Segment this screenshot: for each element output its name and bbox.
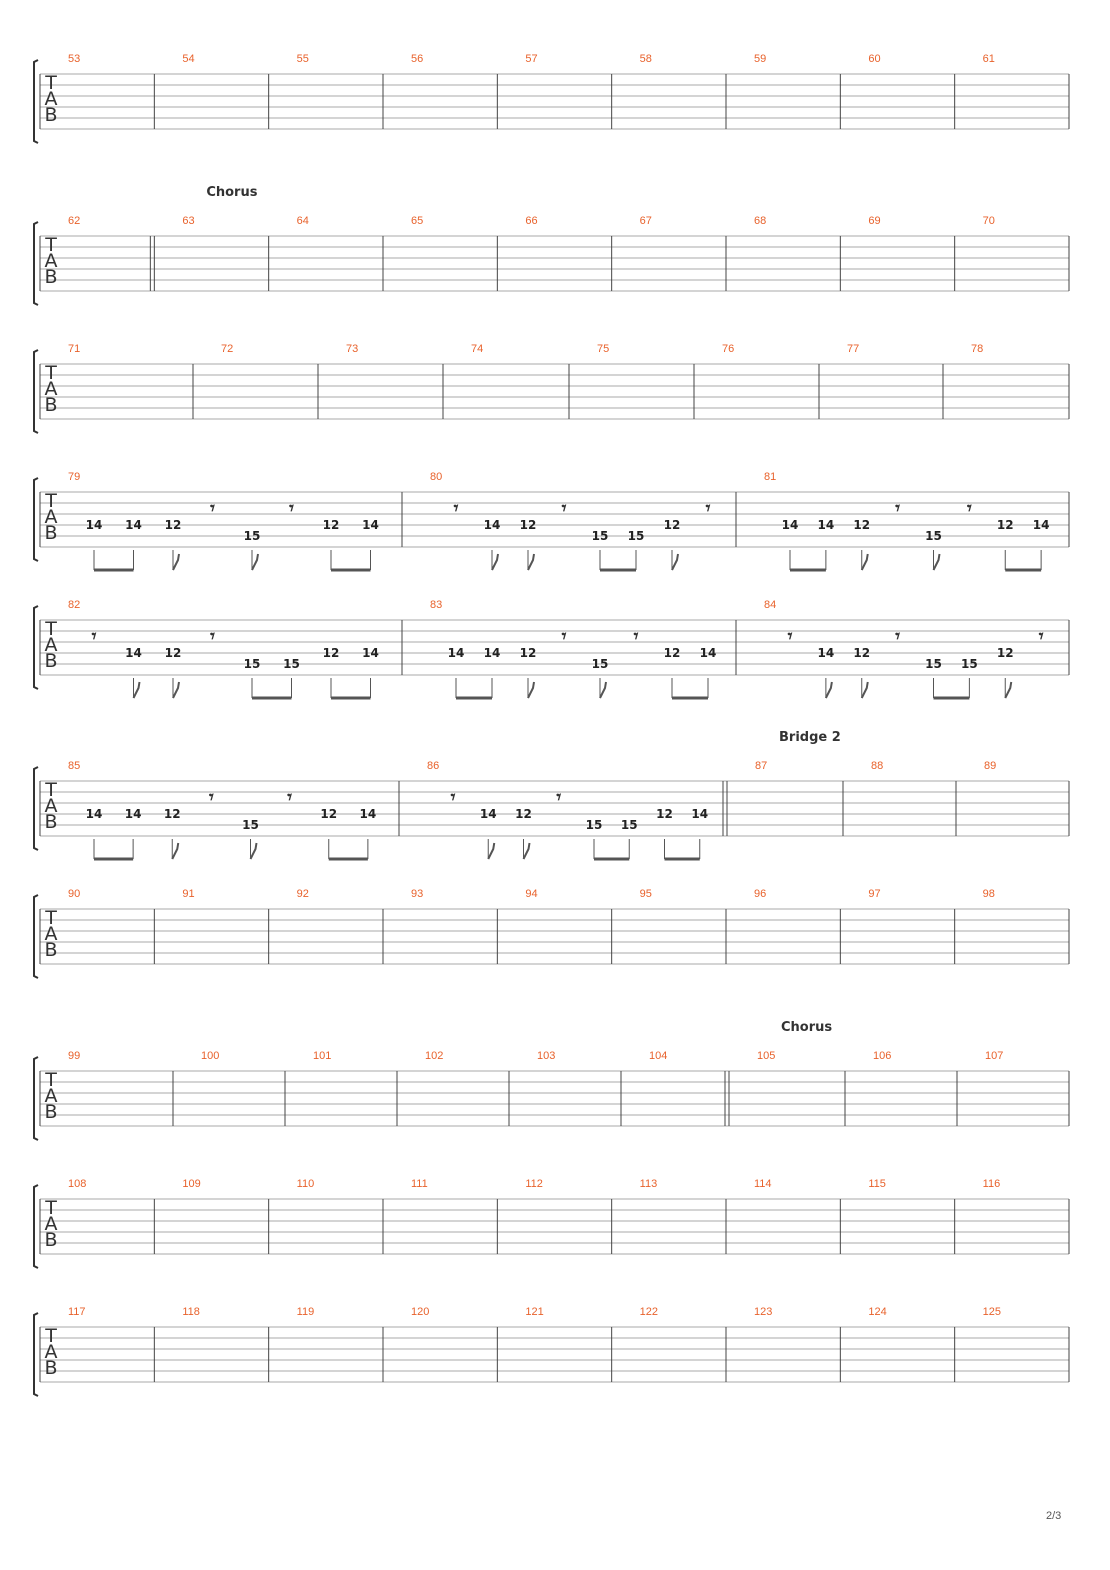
- eighth-rest: 𝄾: [561, 626, 567, 647]
- fret-number: 12: [322, 646, 340, 660]
- fret-number: 14: [483, 646, 501, 660]
- measure-number: 62: [68, 215, 81, 227]
- measure-number: 122: [639, 1306, 659, 1318]
- note-flag: [862, 682, 868, 698]
- fret-number: 12: [164, 518, 182, 532]
- note-flag: [826, 682, 832, 698]
- measure-number: 63: [182, 215, 195, 227]
- tab-clef-letter: A: [44, 923, 58, 945]
- fret-number: 12: [996, 646, 1014, 660]
- note-flag: [528, 682, 534, 698]
- fret-number: 12: [519, 646, 537, 660]
- note-flag: [524, 843, 530, 859]
- tab-clef-letter: A: [44, 506, 58, 528]
- measure-number: 116: [982, 1178, 1001, 1190]
- measure-number: 80: [430, 471, 443, 483]
- eighth-rest: 𝄾: [91, 626, 97, 647]
- fret-number: 15: [243, 657, 261, 671]
- measure-number: 92: [296, 888, 309, 900]
- fret-number: 15: [591, 657, 609, 671]
- measure-number: 109: [182, 1178, 201, 1190]
- tab-clef-letter: T: [45, 362, 57, 384]
- fret-number: 15: [591, 529, 609, 543]
- tab-clef-letter: B: [44, 939, 58, 961]
- measure-number: 66: [525, 215, 538, 227]
- measure-number: 82: [68, 599, 81, 611]
- fret-number: 12: [515, 807, 532, 821]
- measure-number: 94: [525, 888, 538, 900]
- fret-number: 14: [483, 518, 501, 532]
- eighth-rest: 𝄾: [1038, 626, 1044, 647]
- measure-number: 125: [982, 1306, 1002, 1318]
- system-bracket: [34, 478, 38, 561]
- measure-number: 60: [868, 53, 881, 65]
- tab-clef-letter: T: [45, 72, 57, 94]
- note-flag: [252, 554, 258, 570]
- note-flag: [934, 554, 940, 570]
- fret-number: 15: [627, 529, 645, 543]
- system-bracket: [34, 1057, 38, 1140]
- note-flag: [600, 682, 606, 698]
- tab-clef-letter: B: [44, 104, 58, 126]
- eighth-rest: 𝄾: [633, 626, 639, 647]
- measure-number: 101: [313, 1050, 332, 1062]
- tab-clef-letter: T: [45, 234, 57, 256]
- tab-system: [34, 1178, 1069, 1268]
- fret-number: 14: [699, 646, 717, 660]
- measure-number: 61: [982, 53, 995, 65]
- fret-number: 12: [853, 518, 871, 532]
- fret-number: 14: [362, 646, 379, 660]
- measure-number: 124: [868, 1306, 887, 1318]
- fret-number: 15: [243, 529, 261, 543]
- measure-number: 79: [68, 471, 81, 483]
- tab-clef-letter: A: [44, 795, 58, 817]
- eighth-rest: 𝄾: [289, 498, 294, 519]
- tab-clef-letter: B: [44, 650, 58, 672]
- measure-number: 57: [525, 53, 538, 65]
- measure-number: 95: [639, 888, 652, 900]
- measure-number: 64: [296, 215, 309, 227]
- measure-number: 91: [182, 888, 195, 900]
- eighth-rest: 𝄾: [210, 498, 215, 519]
- fret-number: 15: [620, 818, 638, 832]
- tab-clef-letter: T: [45, 618, 57, 640]
- system-bracket: [34, 1313, 38, 1396]
- fret-number: 14: [691, 807, 709, 821]
- measure-number: 102: [425, 1050, 444, 1062]
- fret-number: 14: [817, 646, 835, 660]
- fret-number: 15: [925, 529, 942, 543]
- fret-number: 12: [656, 807, 673, 821]
- eighth-rest: 𝄾: [453, 498, 459, 519]
- fret-number: 12: [996, 518, 1014, 532]
- system-bracket: [34, 895, 38, 978]
- fret-number: 15: [585, 818, 603, 832]
- measure-number: 81: [764, 471, 777, 483]
- measure-number: 85: [68, 760, 81, 772]
- measure-number: 114: [754, 1178, 772, 1190]
- measure-number: 89: [984, 760, 997, 772]
- section-label: Bridge 2: [779, 730, 841, 745]
- tab-system: [34, 53, 1069, 143]
- measure-number: 68: [754, 215, 767, 227]
- eighth-rest: 𝄾: [705, 498, 711, 519]
- measure-number: 103: [537, 1050, 556, 1062]
- measure-number: 56: [411, 53, 424, 65]
- measure-number: 88: [871, 760, 884, 772]
- system-bracket: [34, 606, 38, 689]
- note-flag: [528, 554, 534, 570]
- measure-number: 93: [411, 888, 424, 900]
- tab-system: [34, 1020, 1069, 1140]
- measure-number: 104: [649, 1050, 668, 1062]
- measure-number: 99: [68, 1050, 81, 1062]
- tab-clef-letter: B: [44, 1357, 58, 1379]
- measure-number: 98: [982, 888, 995, 900]
- tab-clef-letter: A: [44, 1213, 58, 1235]
- measure-number: 76: [722, 343, 735, 355]
- measure-number: 69: [868, 215, 881, 227]
- measure-number: 59: [754, 53, 767, 65]
- tab-clef-letter: A: [44, 378, 58, 400]
- measure-number: 110: [296, 1178, 315, 1190]
- measure-number: 53: [68, 53, 81, 65]
- measure-number: 107: [985, 1050, 1004, 1062]
- measure-number: 72: [221, 343, 234, 355]
- tab-clef-letter: B: [44, 522, 58, 544]
- measure-number: 96: [754, 888, 767, 900]
- measure-number: 78: [971, 343, 984, 355]
- measure-number: 106: [873, 1050, 892, 1062]
- tab-clef-letter: A: [44, 1341, 58, 1363]
- fret-number: 15: [961, 657, 978, 671]
- section-label: Chorus: [781, 1020, 833, 1035]
- measure-number: 75: [597, 343, 610, 355]
- fret-number: 12: [663, 646, 681, 660]
- tab-system: [34, 343, 1069, 433]
- measure-number: 83: [430, 599, 443, 611]
- fret-number: 12: [320, 807, 338, 821]
- measure-number: 111: [411, 1178, 428, 1190]
- note-flag: [173, 554, 179, 570]
- measure-number: 115: [868, 1178, 886, 1190]
- tab-system: [34, 599, 1069, 698]
- tab-clef-letter: B: [44, 394, 58, 416]
- fret-number: 14: [124, 807, 142, 821]
- tab-clef-letter: T: [45, 490, 57, 512]
- measure-number: 74: [471, 343, 484, 355]
- measure-number: 113: [639, 1178, 658, 1190]
- tab-clef-letter: B: [44, 1101, 58, 1123]
- measure-number: 73: [346, 343, 359, 355]
- tab-clef-letter: T: [45, 1197, 57, 1219]
- fret-number: 12: [322, 518, 340, 532]
- measure-number: 54: [182, 53, 195, 65]
- tab-system: [34, 730, 1069, 859]
- tab-clef-letter: A: [44, 250, 58, 272]
- fret-number: 15: [925, 657, 942, 671]
- tab-clef-letter: A: [44, 1085, 58, 1107]
- tab-system: [34, 1306, 1069, 1396]
- tab-clef-letter: B: [44, 1229, 58, 1251]
- tab-system: [34, 471, 1069, 570]
- eighth-rest: 𝄾: [787, 626, 793, 647]
- eighth-rest: 𝄾: [287, 787, 293, 808]
- section-label: Chorus: [206, 185, 258, 200]
- eighth-rest: 𝄾: [210, 626, 215, 647]
- fret-number: 14: [479, 807, 497, 821]
- measure-number: 55: [296, 53, 309, 65]
- measure-number: 77: [847, 343, 860, 355]
- fret-number: 12: [519, 518, 537, 532]
- eighth-rest: 𝄾: [966, 498, 972, 519]
- note-flag: [862, 554, 868, 570]
- note-flag: [172, 843, 178, 859]
- measure-number: 118: [182, 1306, 200, 1318]
- fret-number: 14: [85, 518, 103, 532]
- tab-clef-letter: B: [44, 811, 58, 833]
- fret-number: 14: [362, 518, 379, 532]
- tab-clef-letter: A: [44, 88, 58, 110]
- measure-number: 86: [427, 760, 440, 772]
- measure-number: 87: [755, 760, 768, 772]
- measure-number: 105: [757, 1050, 776, 1062]
- eighth-rest: 𝄾: [561, 498, 567, 519]
- page-number: 2/3: [1046, 1510, 1062, 1522]
- system-bracket: [34, 1185, 38, 1268]
- fret-number: 12: [164, 646, 182, 660]
- tab-system: [34, 185, 1069, 305]
- measure-number: 112: [525, 1178, 543, 1190]
- tab-clef-letter: A: [44, 634, 58, 656]
- eighth-rest: 𝄾: [895, 626, 901, 647]
- fret-number: 12: [853, 646, 871, 660]
- fret-number: 15: [283, 657, 300, 671]
- measure-number: 123: [754, 1306, 773, 1318]
- note-flag: [492, 554, 498, 570]
- measure-number: 120: [411, 1306, 430, 1318]
- fret-number: 14: [125, 518, 142, 532]
- note-flag: [173, 682, 179, 698]
- system-bracket: [34, 60, 38, 143]
- tab-clef-letter: T: [45, 1325, 57, 1347]
- fret-number: 12: [663, 518, 681, 532]
- note-flag: [134, 682, 140, 698]
- eighth-rest: 𝄾: [556, 787, 562, 808]
- fret-number: 14: [359, 807, 377, 821]
- measure-number: 71: [68, 343, 81, 355]
- tab-clef-letter: B: [44, 266, 58, 288]
- measure-number: 65: [411, 215, 424, 227]
- note-flag: [488, 843, 494, 859]
- note-flag: [251, 843, 257, 859]
- fret-number: 14: [85, 807, 103, 821]
- fret-number: 14: [125, 646, 142, 660]
- tab-clef-letter: T: [45, 1069, 57, 1091]
- note-flag: [1005, 682, 1011, 698]
- system-bracket: [34, 767, 38, 850]
- measure-number: 121: [525, 1306, 544, 1318]
- fret-number: 12: [163, 807, 181, 821]
- measure-number: 67: [639, 215, 652, 227]
- fret-number: 14: [447, 646, 465, 660]
- eighth-rest: 𝄾: [450, 787, 456, 808]
- tab-clef-letter: T: [45, 779, 57, 801]
- measure-number: 119: [296, 1306, 315, 1318]
- tab-clef-letter: T: [45, 907, 57, 929]
- measure-number: 84: [764, 599, 777, 611]
- tab-system: [34, 888, 1069, 978]
- measure-number: 70: [982, 215, 995, 227]
- measure-number: 90: [68, 888, 81, 900]
- eighth-rest: 𝄾: [895, 498, 901, 519]
- note-flag: [672, 554, 678, 570]
- fret-number: 15: [242, 818, 259, 832]
- fret-number: 14: [1032, 518, 1050, 532]
- measure-number: 58: [639, 53, 652, 65]
- fret-number: 14: [817, 518, 835, 532]
- measure-number: 100: [201, 1050, 220, 1062]
- eighth-rest: 𝄾: [208, 787, 214, 808]
- measure-number: 117: [68, 1306, 86, 1318]
- measure-number: 108: [68, 1178, 87, 1190]
- fret-number: 14: [781, 518, 799, 532]
- system-bracket: [34, 222, 38, 305]
- system-bracket: [34, 350, 38, 433]
- measure-number: 97: [868, 888, 881, 900]
